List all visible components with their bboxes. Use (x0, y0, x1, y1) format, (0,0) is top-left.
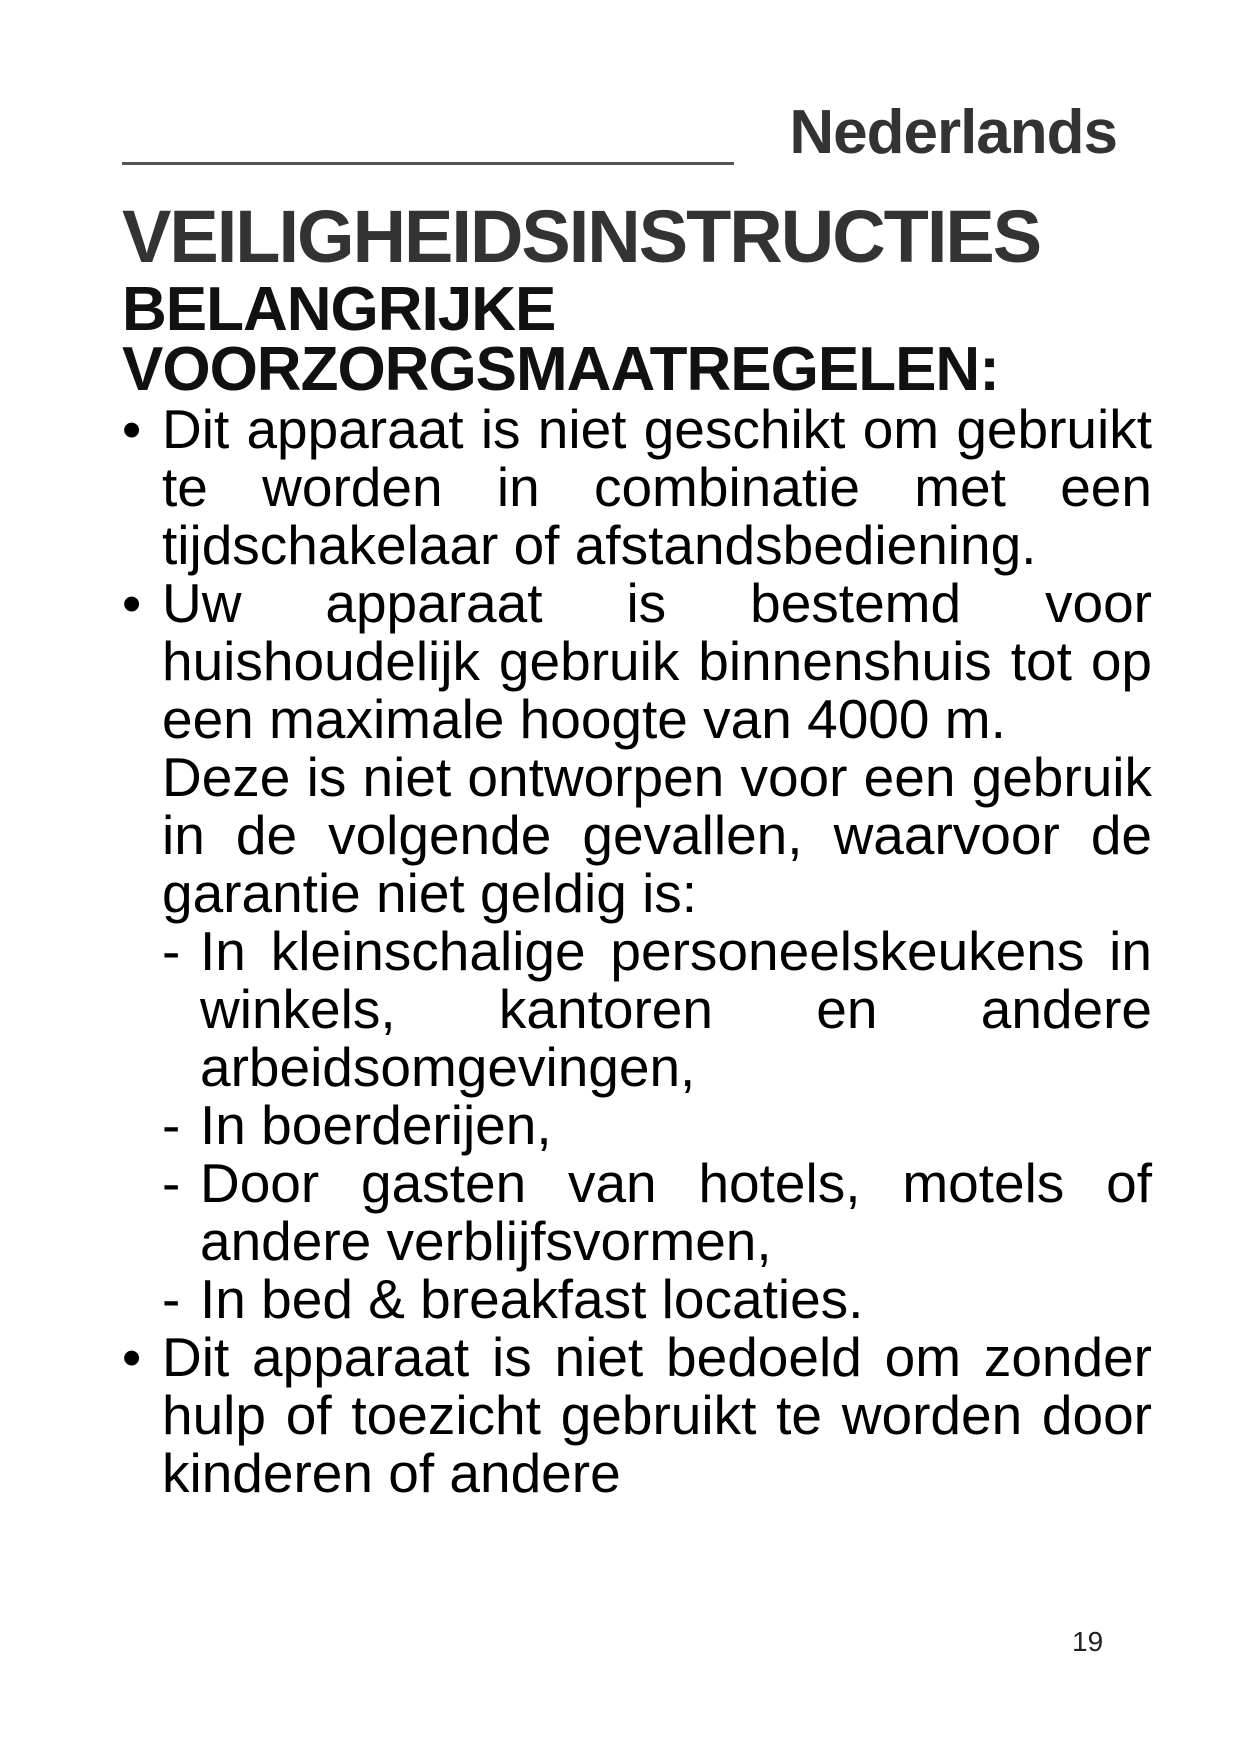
sub-list-item (122, 1154, 1152, 1270)
list-item (122, 1328, 1152, 1502)
page-header (122, 100, 1117, 180)
list-item-text: Dit apparaat is niet geschikt om gebruikt te worden in combinatie met een tijdschakelaar of afstandsbediening. (162, 398, 1152, 576)
list-item-text: Dit apparaat is niet bedoeld om zonder hulp of toezicht gebruikt te worden door kinderen of andere (162, 1326, 1152, 1504)
bullet-icon: • (122, 1326, 142, 1388)
header-rule (122, 162, 734, 165)
sub-list-item (122, 922, 1152, 1096)
sub-list-item-text: In kleinschalige personeelskeukens in winkels, kantoren en andere arbeidsomgevingen, (200, 920, 1152, 1098)
bullet-icon: • (122, 398, 142, 460)
dash-icon: - (162, 1152, 181, 1214)
sub-list-item-text: Door gasten van hotels, motels of andere verblijfsvormen, (200, 1152, 1152, 1272)
list-item (122, 400, 1152, 574)
sub-list-item (122, 1270, 1152, 1328)
dash-icon: - (162, 1094, 181, 1156)
paragraph: Deze is niet ontworpen voor een gebruik in de volgende gevallen, waarvoor de garantie niet geldig is: (162, 746, 1152, 924)
language-label: Nederlands (789, 98, 1117, 167)
instructions-body (122, 400, 1152, 1502)
section-subtitle: BELANGRIJKE VOORZORGSMAATREGELEN: (122, 275, 999, 404)
list-item (122, 574, 1152, 748)
list-item-text: Uw apparaat is bestemd voor huishoudelijk gebruik binnenshuis tot op een maximale hoogte van 4000 m. (162, 572, 1152, 750)
bullet-icon: • (122, 572, 142, 634)
dash-icon: - (162, 1268, 181, 1330)
sub-list-item (122, 1096, 1152, 1154)
page-number: 19 (1072, 1626, 1104, 1657)
page-title: VEILIGHEIDSINSTRUCTIES (122, 195, 1041, 278)
sub-list-item-text: In boerderijen, (200, 1094, 552, 1156)
sub-list-item-text: In bed & breakfast locaties. (200, 1268, 864, 1330)
dash-icon: - (162, 920, 181, 982)
